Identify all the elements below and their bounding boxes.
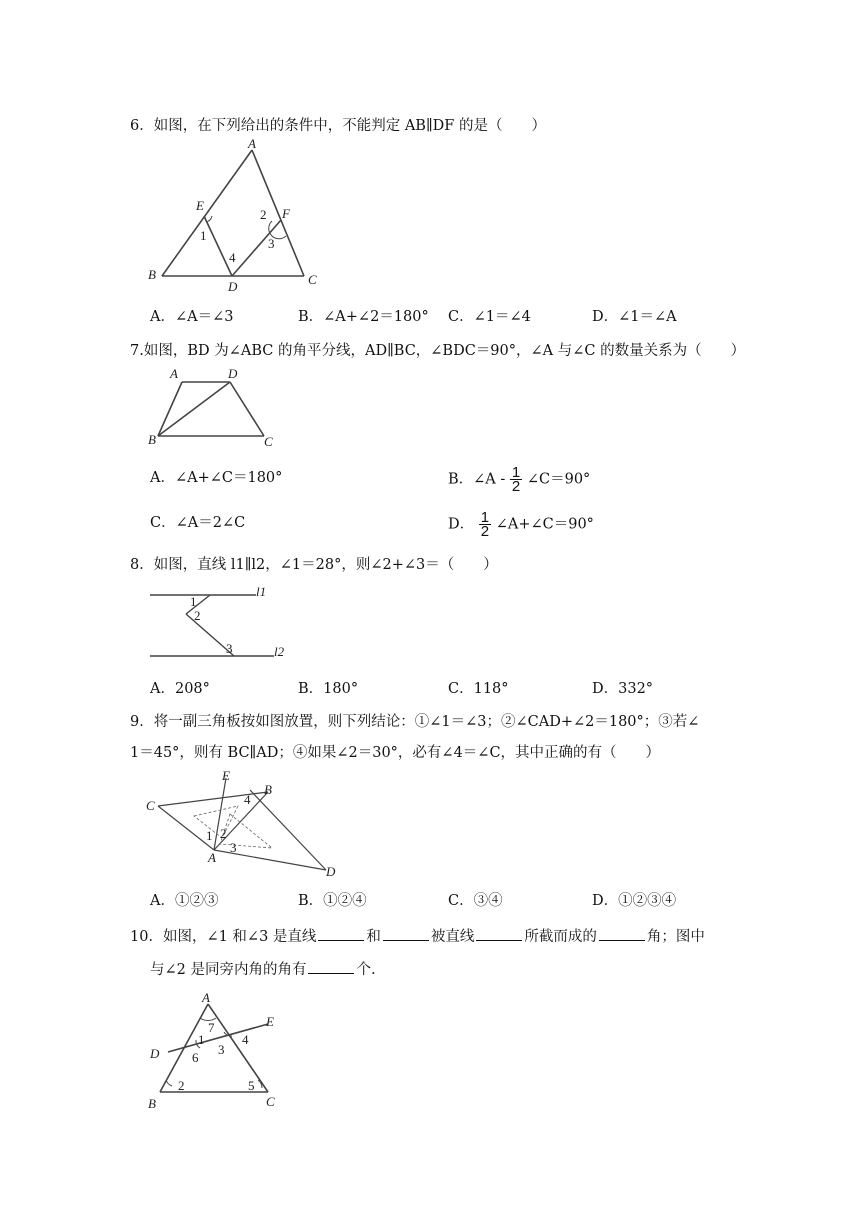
q6-angle-3: 3 [268, 236, 275, 251]
q10-angle-3: 3 [218, 1042, 225, 1057]
q7-stem: 7.如图，BD 为∠ABC 的角平分线，AD∥BC，∠BDC＝90°，∠A 与∠C 的数量关系为（ ） [130, 343, 746, 359]
q7-label-C: C [264, 434, 273, 449]
q6-label-B: B [148, 267, 156, 282]
q6-stem: 6．如图，在下列给出的条件中，不能判定 AB∥DF 的是（ ） [130, 118, 546, 134]
q9-label-E: E [222, 770, 230, 783]
q10-label-E: E [266, 1014, 274, 1029]
q6-label-E: E [196, 198, 204, 213]
q6-label-A: A [248, 136, 256, 151]
q8-angle-3: 3 [226, 641, 233, 656]
q8-angle-2: 2 [194, 608, 201, 623]
q9-figure [140, 770, 350, 880]
q7-option-c: C．∠A＝2∠C [150, 515, 246, 531]
q6-angle-2: 2 [260, 207, 267, 222]
q6-angle-4: 4 [229, 250, 236, 265]
q8-option-d: D．332° [592, 681, 654, 697]
q8-angle-1: 1 [190, 594, 197, 609]
q8-option-b: B．180° [298, 681, 359, 697]
q6-label-C: C [308, 272, 317, 287]
q7-option-b [448, 466, 590, 493]
q7-label-A: A [170, 366, 178, 381]
q7-option-d [448, 511, 594, 538]
q7-option-b-fraction: $\frac{1}{2}$ [511, 464, 521, 495]
q9-label-C: C [146, 798, 155, 813]
q9-stem-line2: 1＝45°，则有 BC∥AD；④如果∠2＝30°，必有∠4＝∠C，其中正确的有（ ） [130, 745, 661, 761]
q6-option-d: D．∠1＝∠A [592, 309, 677, 325]
q9-angle-3: 3 [230, 840, 237, 855]
q8-stem: 8．如图，直线 l1∥l2，∠1＝28°，则∠2+∠3＝（ ） [130, 557, 498, 573]
q10-angle-1: 1 [198, 1032, 205, 1047]
q6-label-D: D [228, 279, 238, 294]
q7-option-b-suffix: ∠C＝90° [526, 471, 591, 488]
q9-label-D: D [326, 864, 336, 879]
q9-label-B: B [264, 782, 272, 797]
q10-stem-line1: 10．如图，∠1 和∠3 是直线 和 被直线 所截而成的 角；图中 [130, 929, 705, 945]
q9-option-d: D．①②③④ [592, 893, 677, 909]
q10-label-D: D [150, 1046, 160, 1061]
q9-angle-1: 1 [206, 828, 213, 843]
q6-option-c: C．∠1＝∠4 [448, 309, 531, 325]
q7-option-b-prefix: B．∠A - [448, 471, 510, 488]
q10-blank-1[interactable] [318, 928, 364, 941]
q10-label-B: B [148, 1096, 156, 1111]
q7-option-d-prefix: D． [448, 516, 475, 533]
q10-blank-4[interactable] [599, 928, 645, 941]
q10-blank-5[interactable] [308, 961, 354, 974]
q8-label-l1: l1 [256, 584, 267, 599]
q8-option-c: C．118° [448, 681, 509, 697]
q9-angle-2: 2 [220, 826, 227, 841]
q9-option-a: A．①②③ [150, 893, 219, 909]
q10-stem-line2: 与∠2 是同旁内角的角有 个. [150, 962, 376, 978]
q7-option-d-suffix: ∠A+∠C＝90° [495, 516, 594, 533]
q9-label-A: A [208, 850, 216, 865]
q6-angle-1: 1 [200, 228, 207, 243]
q10-angle-4: 4 [242, 1032, 249, 1047]
q7-option-d-fraction: $\frac{1}{2}$ [480, 509, 490, 540]
q10-label-C: C [266, 1094, 275, 1109]
q10-angle-2: 2 [178, 1078, 185, 1093]
q8-figure [140, 580, 300, 660]
q10-angle-6: 6 [192, 1050, 199, 1065]
q7-option-a: A．∠A+∠C＝180° [150, 470, 283, 486]
q7-figure [140, 362, 300, 452]
q9-stem-line1: 9．将一副三角板按如图放置，则下列结论：①∠1＝∠3；②∠CAD+∠2＝180°；③若∠ [130, 714, 700, 730]
q8-option-a: A．208° [150, 681, 210, 697]
q10-angle-5: 5 [248, 1078, 255, 1093]
q9-angle-4: 4 [244, 792, 251, 807]
q6-figure [140, 136, 340, 296]
q10-angle-7: 7 [208, 1020, 215, 1035]
q10-figure [140, 988, 300, 1112]
q6-label-F: F [282, 206, 290, 221]
q6-option-a: A．∠A＝∠3 [150, 309, 234, 325]
q7-label-B: B [148, 432, 156, 447]
q10-label-A: A [202, 990, 210, 1005]
q8-label-l2: l2 [274, 644, 285, 659]
q7-label-D: D [228, 366, 238, 381]
q9-option-b: B．①②④ [298, 893, 367, 909]
q6-option-b: B．∠A+∠2＝180° [298, 309, 429, 325]
q10-blank-2[interactable] [383, 928, 429, 941]
q10-blank-3[interactable] [476, 928, 522, 941]
q9-option-c: C．③④ [448, 893, 503, 909]
